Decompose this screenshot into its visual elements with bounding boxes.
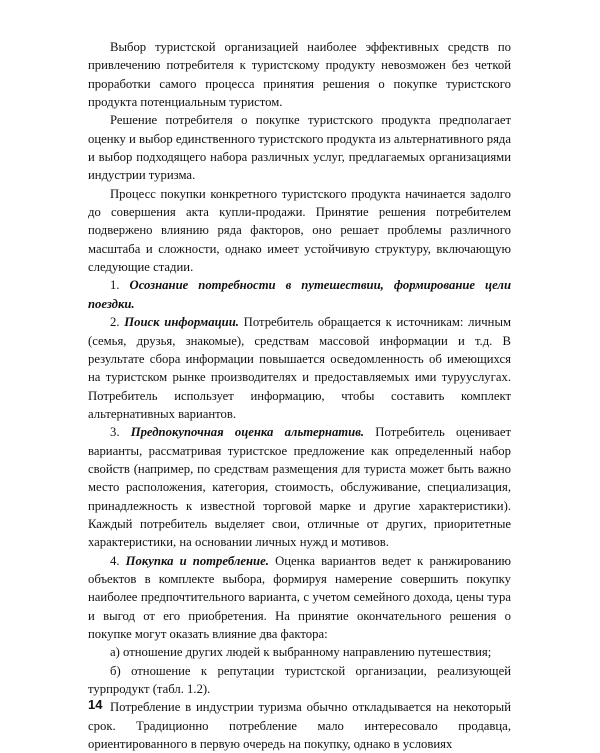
list-item: б) отношение к репутации туристской организации, реализующей турпродукт (табл. 1.2). bbox=[88, 663, 511, 697]
stage-heading: Осознание потребности в путешествии, формирование цели поездки. bbox=[88, 278, 511, 311]
paragraph: Выбор туристской организацией наиболее эффективных средств по привлечению потребителя к туристскому продукту невозможен без четкой проработки самого процесса принятия решения о покупке туристского продукта потенциальным туристом. bbox=[88, 40, 511, 110]
stage-item: 3. Предпокупочная оценка альтернатив. Потребитель оценивает варианты, рассматривая туристское предложение как определенный набор свойств (например, по средствам размещения для туриста может быть важно место расположения, категория, стоимость, обслуживание, специализация, принадлежность к известной торговой марке и другие характеристики). Каждый потребитель выделяет свои, отличные от других, приоритетные характеристики, на основании личных нужд и мотивов. bbox=[88, 425, 512, 550]
stage-item: 1. Осознание потребности в путешествии, формирование цели поездки. bbox=[88, 278, 511, 311]
list-item: а) отношение других людей к выбранному направлению путешествия; bbox=[110, 645, 492, 660]
stage-item: 4. Покупка и потребление. Оценка вариантов ведет к ранжированию объектов в комплекте выбора, формируя намерение совершить покупку наиболее предпочтительного варианта, с учетом семейного дохода, цены тура и выгод от его приобретения. На принятие окончательного решения о покупке могут оказать влияние два фактора: bbox=[88, 553, 512, 641]
stage-heading: Предпокупочная оценка альтернатив. bbox=[130, 425, 365, 440]
stage-heading: Поиск информации. bbox=[124, 315, 239, 330]
stage-heading: Покупка и потребление. bbox=[125, 553, 269, 568]
body-text bbox=[88, 38, 511, 753]
stage-item: 2. Поиск информации. Потребитель обращается к источникам: личным (семья, друзья, знакомые), средствам массовой информации и т.д. В результате сбора информации повышается осведомленность об имеющихся на туристском рынке производителях и предоставляемых ими турууслугах. Потребитель использует информацию, чтобы составить комплект альтернативных вариантов. bbox=[88, 315, 512, 421]
paragraph: Процесс покупки конкретного туристского продукта начинается задолго до совершения акта купли-продажи. Принятие решения потребителем подвержено влиянию ряда факторов, оно решает проблемы различного масштаба и сложности, однако имеет устойчивую структуру, включающую следующие стадии. bbox=[88, 186, 511, 275]
paragraph: Потребление в индустрии туризма обычно откладывается на некоторый срок. Традиционно потребление мало интересовало продавца, ориентированного в первую очередь на покупку, однако в условиях bbox=[88, 700, 511, 752]
paragraph: Решение потребителя о покупке туристского продукта предполагает оценку и выбор единственного туристского продукта из альтернативного ряда и выбор подходящего набора различных услуг, предлагаемых организациями индустрии туризма. bbox=[88, 113, 511, 183]
page-number: 14 bbox=[88, 697, 103, 712]
